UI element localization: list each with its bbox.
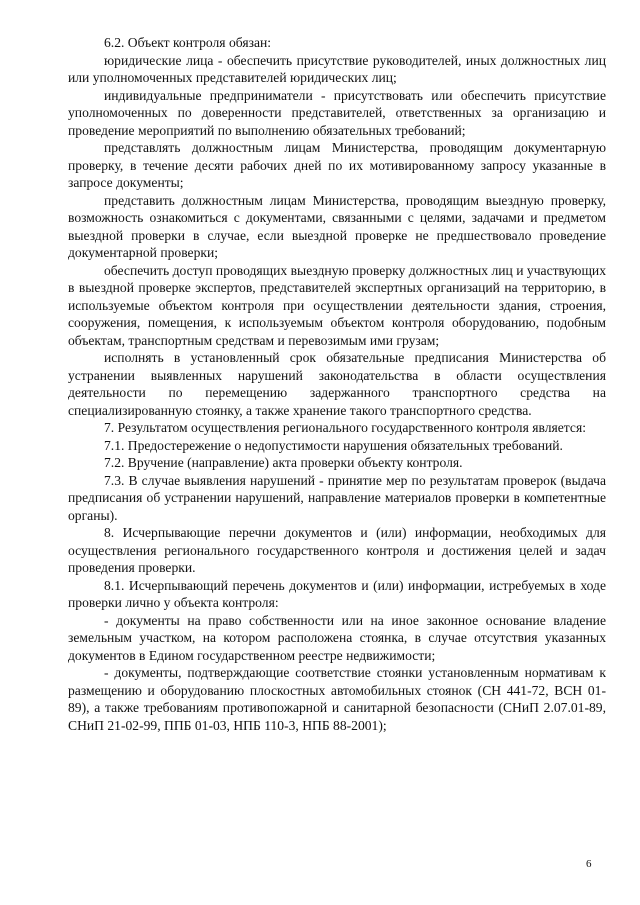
paragraph-7-2: 7.2. Вручение (направление) акта проверки объекту контроля. bbox=[104, 455, 463, 470]
paragraph-7-3: 7.3. В случае выявления нарушений - принятие мер по результатам проверок (выдача предписания об устранении нарушений, направление материалов проверки в компетентные органы). bbox=[68, 472, 606, 523]
paragraph-6-2: 6.2. Объект контроля обязан: bbox=[104, 35, 272, 50]
paragraph-execute-orders: исполнять в установленный срок обязательные предписания Министерства об устранении выявленных нарушений законодательства в области осуществления деятельности по перемещению задержанного транспортного средства на специализированную стоянку, а также хранение такого транспортного средства. bbox=[68, 350, 606, 418]
paragraph-8-1: 8.1. Исчерпывающий перечень документов и (или) информации, истребуемых в ходе проверки лично у объекта контроля: bbox=[68, 577, 606, 610]
document-body bbox=[68, 34, 606, 734]
page-number: 6 bbox=[586, 858, 592, 870]
paragraph-provide-access-territory: обеспечить доступ проводящих выездную проверку должностных лиц и участвующих в выездной проверке экспертов, представителей экспертных организаций на территорию, в используемые объектом контроля при осуществлении деятельности здания, строения, сооружения, помещения, к используемым объектом контроля оборудованию, подобным объектам, транспортным средствам и перевозимым ими грузам; bbox=[68, 262, 606, 348]
paragraph-7-1: 7.1. Предостережение о недопустимости нарушения обязательных требований. bbox=[104, 437, 563, 453]
paragraph-entrepreneurs: индивидуальные предприниматели - присутствовать или обеспечить присутствие уполномоченных по доверенности представителей, ответственных за организацию и проведение мероприятий по выполнению обязательных требований; bbox=[68, 87, 606, 138]
paragraph-legal-entities: юридические лица - обеспечить присутствие руководителей, иных должностных лиц или уполномоченных представителей юридических лиц; bbox=[68, 52, 606, 85]
list-item-compliance-documents: - документы, подтверждающие соответствие стоянки установленным нормативам к размещению и оборудованию плоскостных автомобильных стоянок (СН 441-72, ВСН 01-89), а также требованиям противопожарной и санитарной безопасности (СНиП 2.07.01-89, СНиП 21-02-99, ППБ 01-03, НПБ 110-3, НПБ 88-2001); bbox=[68, 665, 606, 733]
paragraph-7: 7. Результатом осуществления регионального государственного контроля является: bbox=[104, 420, 586, 435]
list-item-ownership-documents: - документы на право собственности или на иное законное основание владение земельным участком, на котором расположена стоянка, в случае отсутствия указанных документов в Едином государственном реестре недвижимости; bbox=[68, 612, 606, 663]
paragraph-8: 8. Исчерпывающие перечни документов и (или) информации, необходимых для осуществления регионального государственного контроля и достижения целей и задач проведения проверки. bbox=[68, 525, 606, 575]
paragraph-provide-access-documents: представить должностным лицам Министерства, проводящим выездную проверку, возможность ознакомиться с документами, связанными с целями, задачами и предметом выездной проверки в случае, если выездной проверке не предшествовало проведение документарной проверки; bbox=[68, 192, 606, 260]
paragraph-provide-documents: представлять должностным лицам Министерства, проводящим документарную проверку, в течение десяти рабочих дней по их мотивированному запросу указанные в запросе документы; bbox=[68, 140, 606, 190]
